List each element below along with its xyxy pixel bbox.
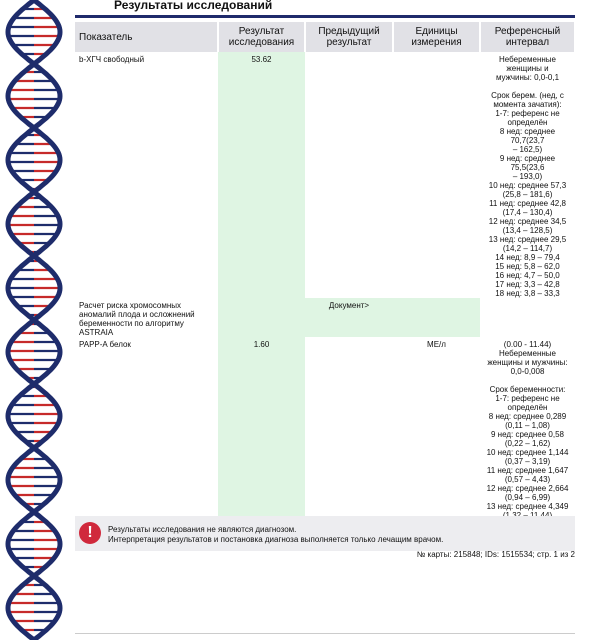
- reference-line: 13 нед: среднее 29,5: [488, 235, 567, 244]
- column-header-units: Единицы измерения: [393, 22, 480, 52]
- reference-line: (0,11 – 1,08): [505, 421, 550, 430]
- reference-line: 12 нед: среднее 2,664: [486, 484, 569, 493]
- reference-line: – 193,0): [512, 172, 543, 181]
- reference-line: (25,8 – 181,6): [502, 190, 553, 199]
- result-value: 1.60: [218, 337, 305, 524]
- reference-interval: [480, 52, 575, 298]
- reference-line: (14,2 – 114,7): [502, 244, 553, 253]
- reference-line: (0,94 – 6,99): [504, 493, 551, 502]
- reference-line: (0,57 – 4,43): [504, 475, 551, 484]
- reference-line: 10 нед: среднее 57,3: [488, 181, 567, 190]
- table-row: [75, 298, 575, 337]
- reference-interval-empty: [480, 298, 575, 337]
- reference-line: Небеременные: [499, 349, 556, 358]
- reference-line: 0,0-0,008: [510, 367, 545, 376]
- reference-line: – 162,5): [512, 145, 543, 154]
- indicator-name: PAPP-A белок: [79, 340, 131, 349]
- reference-line: (0,22 – 1,62): [504, 439, 551, 448]
- reference-line: мужчины: 0,0-0,1: [495, 73, 560, 82]
- reference-line: момента зачатия):: [493, 100, 562, 109]
- reference-line: 13 нед: среднее 4,349: [486, 502, 569, 511]
- column-header-indicator: Показатель: [75, 22, 218, 52]
- reference-line: (0.00 - 11.44): [503, 340, 552, 349]
- dna-strand: [8, 0, 60, 640]
- reference-line: 12 нед: среднее 34,5: [488, 217, 567, 226]
- table-header-row: [75, 22, 575, 52]
- reference-line: 14 нед: 8,9 – 79,4: [495, 253, 560, 262]
- reference-line: 10 нед: среднее 1,144: [486, 448, 569, 457]
- reference-line: 15 нед: 5,8 – 62,0: [495, 262, 560, 271]
- reference-line: определён: [507, 118, 548, 127]
- indicator-name: b-ХГЧ свободный: [79, 55, 145, 64]
- reference-line: 1-7: референс не: [495, 394, 560, 403]
- reference-line: 9 нед: среднее 75,5(23,6: [499, 154, 556, 172]
- reference-line: Срок беременности:: [489, 385, 566, 394]
- disclaimer-line-1: Результаты исследования не являются диагнозом.: [108, 525, 297, 534]
- reference-line: [482, 82, 573, 91]
- reference-line: определён: [507, 403, 548, 412]
- reference-line: 17 нед: 3,3 – 42,8: [495, 280, 560, 289]
- reference-line: 8 нед: среднее 0,289: [488, 412, 567, 421]
- reference-interval: [480, 337, 575, 524]
- reference-line: 1-7: референс не: [495, 109, 560, 118]
- reference-line: 11 нед: среднее 42,8: [489, 199, 566, 208]
- warning-icon: !: [79, 522, 101, 544]
- reference-line: женщины и: [506, 64, 549, 73]
- reference-line: 16 нед: 4,7 – 50,0: [495, 271, 560, 280]
- disclaimer-line-2: Интерпретация результатов и постановка диагноза выполняется только лечащим врачом.: [108, 535, 444, 544]
- reference-line: 11 нед: среднее 1,647: [486, 466, 569, 475]
- page-footer: № карты: 215848; IDs: 1515534; стр. 1 из 2: [416, 550, 575, 559]
- title-divider: [75, 15, 575, 18]
- reference-line: 18 нед: 3,8 – 33,3: [495, 289, 560, 298]
- indicator-name: Расчет риска хромосомных аномалий плода и осложнений беременности по алгоритму ASTRAIA: [79, 301, 195, 337]
- diagnosis-disclaimer: [75, 516, 575, 551]
- reference-line: Срок берем. (нед, с: [491, 91, 564, 100]
- column-header-result: Результат исследования: [218, 22, 305, 52]
- column-header-previous: Предыдущий результат: [305, 22, 393, 52]
- bottom-divider: [75, 633, 575, 634]
- reference-line: 8 нед: среднее 70,7(23,7: [499, 127, 556, 145]
- reference-line: (0,37 – 3,19): [504, 457, 551, 466]
- unit-value: МЕ/л: [427, 340, 446, 349]
- results-table: [75, 22, 576, 524]
- reference-line: (17,4 – 130,4): [502, 208, 553, 217]
- table-row: [75, 337, 575, 524]
- reference-line: женщины и мужчины:: [487, 358, 568, 367]
- document-link[interactable]: Документ>: [218, 298, 480, 337]
- unit-value: [393, 52, 480, 298]
- previous-result: [305, 337, 393, 524]
- table-row: [75, 52, 575, 298]
- dna-helix-decoration: [0, 0, 70, 640]
- report-title: Результаты исследований: [114, 0, 273, 12]
- reference-line: [482, 376, 573, 385]
- reference-line: 9 нед: среднее 0,58: [491, 430, 564, 439]
- reference-line: (13,4 – 128,5): [502, 226, 553, 235]
- previous-result: [305, 52, 393, 298]
- result-value: 53.62: [218, 52, 305, 298]
- reference-line: Небеременные: [499, 55, 556, 64]
- column-header-reference: Референсный интервал: [480, 22, 575, 52]
